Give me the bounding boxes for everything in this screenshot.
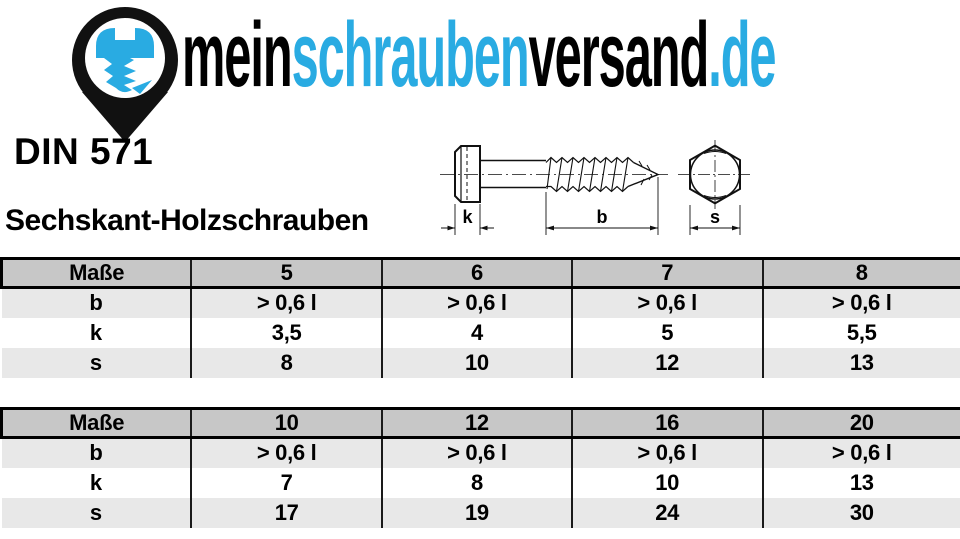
header-cell-size: 16 (572, 409, 763, 438)
value-cell: 5 (572, 318, 763, 348)
dimension-table-sizes-5-8 (0, 257, 960, 378)
value-cell: 10 (572, 468, 763, 498)
value-cell: 8 (191, 348, 382, 378)
table-header-row (2, 259, 960, 288)
dimension-label-b: b (596, 207, 608, 227)
header-cell-size: 12 (382, 409, 572, 438)
value-cell: > 0,6 l (382, 438, 572, 468)
row-label: b (2, 288, 192, 318)
row-label: s (2, 498, 192, 528)
header-cell-size: 20 (763, 409, 960, 438)
value-cell: 10 (382, 348, 572, 378)
value-cell: 13 (849, 469, 874, 495)
row-label: k (2, 468, 192, 498)
header-cell-size: 8 (763, 259, 960, 288)
value-cell: 8 (382, 468, 572, 498)
page-subtitle: Sechskant-Holzschrauben (5, 204, 369, 237)
dimension-table-sizes-10-20 (0, 407, 960, 528)
page-title: DIN 571 (14, 131, 154, 172)
value-cell: > 0,6 l (763, 438, 960, 468)
table-row-s (2, 498, 960, 528)
value-cell: 12 (572, 348, 763, 378)
table-row-s (2, 348, 960, 378)
logo-wordmark (182, 0, 776, 116)
screw-technical-drawing (420, 131, 765, 245)
header-cell-size: 7 (572, 259, 763, 288)
table-row-b (2, 288, 960, 318)
value-cell: > 0,6 l (572, 438, 763, 468)
value-cell: 7 (191, 468, 382, 498)
value-cell: 24 (572, 498, 763, 528)
table-header-row (2, 409, 960, 438)
logo-part-de: .de (708, 4, 776, 106)
header-cell-size: 10 (191, 409, 382, 438)
value-cell: > 0,6 l (191, 438, 382, 468)
logo-part-mein: mein (182, 4, 292, 106)
row-label: k (2, 318, 192, 348)
value-cell: 17 (191, 498, 382, 528)
value-cell: > 0,6 l (572, 288, 763, 318)
logo-part-versand: versand (528, 4, 709, 106)
row-label: b (2, 438, 192, 468)
dimension-label-s: s (709, 207, 721, 227)
header-cell-masse: Maße (2, 259, 192, 288)
header-cell-size: 5 (191, 259, 382, 288)
value-cell: 3,5 (191, 318, 382, 348)
dimension-label-k: k (462, 207, 473, 227)
table-row-b (2, 438, 960, 468)
table-row-k (2, 468, 960, 498)
value-cell: 19 (382, 498, 572, 528)
value-cell: > 0,6 l (763, 288, 960, 318)
row-label: s (2, 348, 192, 378)
value-cell: > 0,6 l (191, 288, 382, 318)
logo-part-schrauben: schrauben (291, 4, 529, 106)
value-cell: 13 (763, 348, 960, 378)
value-cell: 5,5 (846, 319, 877, 345)
value-cell: 30 (763, 498, 960, 528)
value-cell: 4 (382, 318, 572, 348)
map-pin-with-screw-icon (60, 2, 190, 144)
header-cell-masse: Maße (2, 409, 192, 438)
value-cell: > 0,6 l (382, 288, 572, 318)
table-row-k (2, 318, 960, 348)
header-cell-size: 6 (382, 259, 572, 288)
